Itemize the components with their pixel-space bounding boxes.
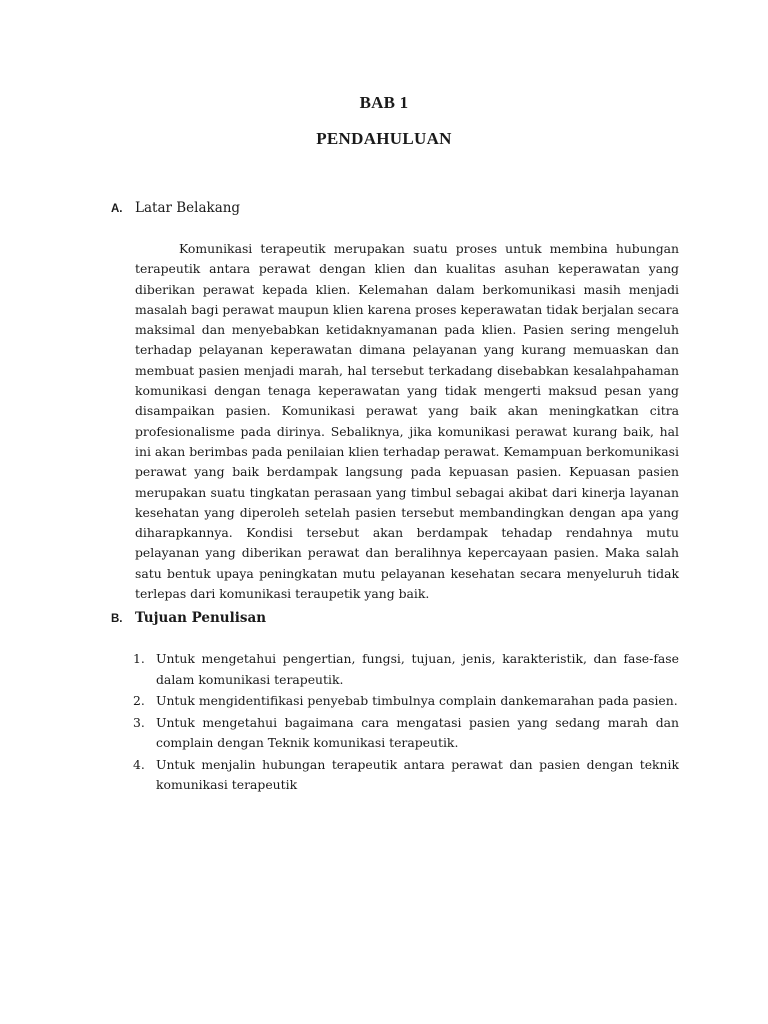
chapter-number: BAB 1 [359,93,409,112]
list-item-text: Untuk menjalin hubungan terapeutik antara perawat dan pasien dengan teknik komunikasi terapeutik [156,756,679,792]
list-item [133,713,679,754]
section-letter: B. [111,613,123,625]
list-item-text: Untuk mengetahui bagaimana cara mengatasi pasien yang sedang marah dan complain dengan Teknik komunikasi terapeutik. [156,714,679,750]
goal-list [133,649,679,797]
background-paragraph: Komunikasi terapeutik merupakan suatu proses untuk membina hubungan terapeutik antara perawat dengan klien dan kualitas asuhan keperawatan yang diberikan perawat kepada klien. Kelemahan dalam berkomunikasi masih menjadi masalah bagi perawat maupun klien karena proses keperawatan tidak berjalan secara maksimal dan menyebabkan ketidaknyamanan pada klien. Pasien sering mengeluh terhadap pelayanan keperawatan dimana pelayanan yang kurang memuaskan dan membuat pasien menjadi marah, hal tersebut terkadang disebabkan kesalahpahaman komunikasi dengan tenaga keperawatan yang tidak mengerti maksud pesan yang disampaikan pasien. Komunikasi perawat yang baik akan meningkatkan citra profesionalisme pada dirinya. Sebaliknya, jika komunikasi perawat kurang baik, hal ini akan berimbas pada penilaian klien terhadap perawat. Kemampuan berkomunikasi perawat yang baik berdampak langsung pada kepuasan pasien. Kepuasan pasien merupakan suatu tingkatan perasaan yang timbul sebagai akibat dari kinerja layanan kesehatan yang diperoleh setelah pasien tersebut membandingkan dengan apa yang diharapkannya. Kondisi tersebut akan berdampak tehadap rendahnya mutu pelayanan yang diberikan perawat dan beralihnya kepercayaan pasien. Maka salah satu bentuk upaya peningkatan mutu pelayanan kesehatan secara menyeluruh tidak terlepas dari komunikasi teraupetik yang baik. [135,241,679,602]
list-item-text: Untuk mengidentifikasi penyebab timbulnya complain dankemarahan pada pasien. [156,693,678,708]
list-item-number: 1. [133,651,145,666]
list-item-number: 3. [133,714,145,730]
section-title: Latar Belakang [135,200,241,216]
list-item [133,755,679,796]
list-item [133,691,679,712]
section-letter: A. [111,203,123,215]
section-heading-tujuan-penulisan [111,610,266,626]
section-heading-latar-belakang [111,200,240,216]
list-item-number: 4. [133,756,145,772]
list-item-number: 2. [133,693,145,708]
list-item-text: Untuk mengetahui pengertian, fungsi, tujuan, jenis, karakteristik, dan fase-fase dalam komunikasi terapeutik. [156,651,679,687]
chapter-title: PENDAHULUAN [316,129,452,148]
list-item [133,649,679,690]
section-title: Tujuan Penulisan [135,610,267,626]
